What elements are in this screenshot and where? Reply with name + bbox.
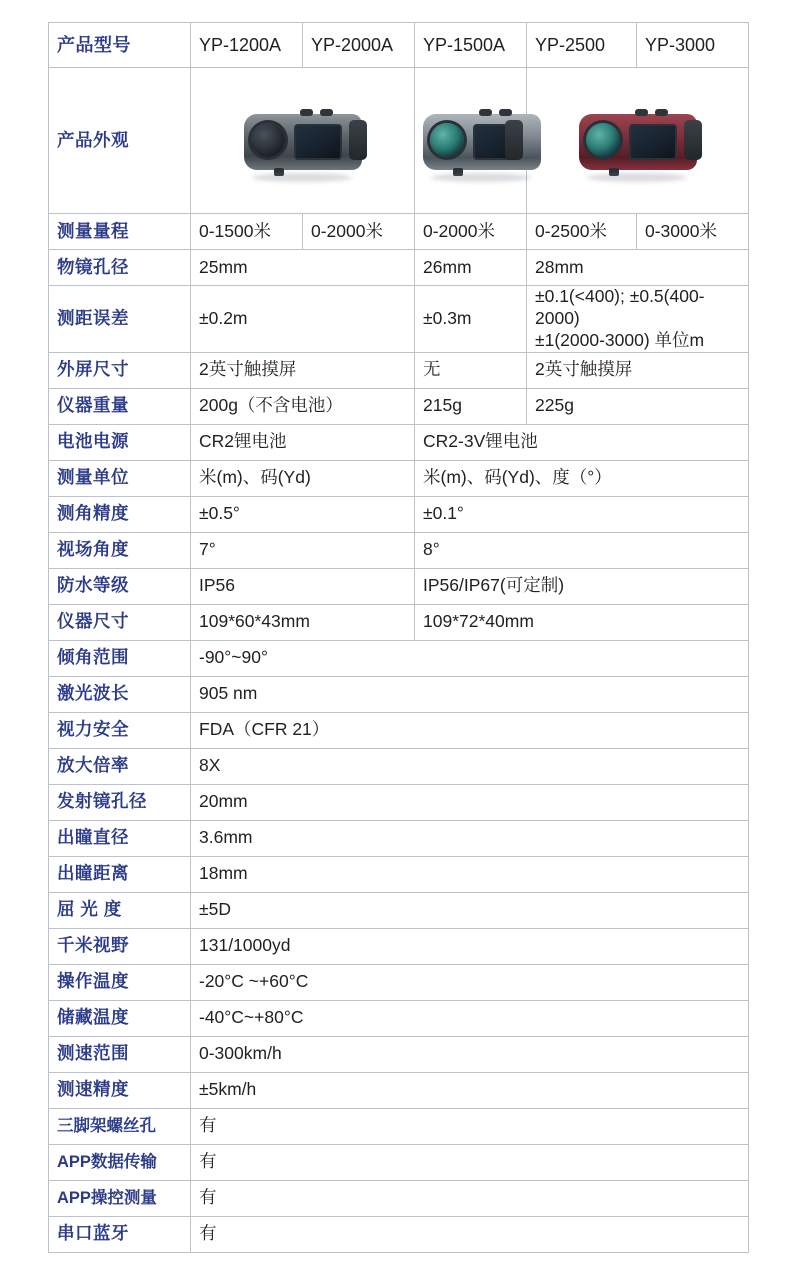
row-label: 仪器尺寸 [49,604,191,640]
spec-value: 7° [191,532,415,568]
row-label: 物镜孔径 [49,250,191,286]
spec-value: 0-300km/h [191,1036,749,1072]
row-label: 屈 光 度 [49,892,191,928]
table-row [49,568,749,604]
row-label: 测量量程 [49,214,191,250]
spec-value: 无 [415,352,527,388]
row-label: 视场角度 [49,532,191,568]
spec-value: ±0.3m [415,286,527,353]
spec-value: 8° [415,532,749,568]
table-row [49,748,749,784]
product-photo-cell [527,68,749,214]
row-label: 产品型号 [49,23,191,68]
product-spec-table [48,22,749,1253]
spec-value: 215g [415,388,527,424]
table-row [49,964,749,1000]
spec-value: 0-2500米 [527,214,637,250]
table-row [49,352,749,388]
row-label: 出瞳距离 [49,856,191,892]
table-row [49,424,749,460]
spec-value: 18mm [191,856,749,892]
spec-value: 0-2000米 [303,214,415,250]
spec-value: CR2锂电池 [191,424,415,460]
table-row [49,250,749,286]
table-row [49,892,749,928]
row-label: 电池电源 [49,424,191,460]
row-label: 储藏温度 [49,1000,191,1036]
table-row [49,286,749,353]
spec-value: 8X [191,748,749,784]
spec-value: 225g [527,388,749,424]
table-row [49,460,749,496]
table-row [49,640,749,676]
spec-value: 905 nm [191,676,749,712]
table-row [49,1216,749,1252]
table-row [49,820,749,856]
spec-value: -20°C ~+60°C [191,964,749,1000]
spec-value: -90°~90° [191,640,749,676]
table-row [49,1108,749,1144]
row-label: APP操控测量 [49,1180,191,1216]
table-row [49,1072,749,1108]
row-label: 产品外观 [49,68,191,214]
spec-value: YP-2500 [527,23,637,68]
spec-value: 0-2000米 [415,214,527,250]
spec-value: 109*60*43mm [191,604,415,640]
spec-value: 20mm [191,784,749,820]
table-row [49,856,749,892]
rangefinder-device-icon [244,108,362,174]
spec-value: ±0.5° [191,496,415,532]
spec-value: 109*72*40mm [415,604,749,640]
spec-value: ±5D [191,892,749,928]
table-row [49,712,749,748]
row-label: 测角精度 [49,496,191,532]
table-row [49,604,749,640]
spec-value: 25mm [191,250,415,286]
table-row [49,68,749,214]
table-row [49,496,749,532]
table-row [49,1036,749,1072]
spec-value: ±5km/h [191,1072,749,1108]
spec-value: 有 [191,1108,749,1144]
row-label: 发射镜孔径 [49,784,191,820]
row-label: 外屏尺寸 [49,352,191,388]
spec-value: 有 [191,1144,749,1180]
row-label: 操作温度 [49,964,191,1000]
spec-value: 26mm [415,250,527,286]
table-row [49,1000,749,1036]
row-label: 倾角范围 [49,640,191,676]
spec-value: 200g（不含电池） [191,388,415,424]
product-photo-cell [415,68,527,214]
spec-value: 有 [191,1216,749,1252]
spec-value: 0-3000米 [637,214,749,250]
row-label: 防水等级 [49,568,191,604]
row-label: 出瞳直径 [49,820,191,856]
spec-value: 米(m)、码(Yd)、度（°） [415,460,749,496]
row-label: APP数据传输 [49,1144,191,1180]
row-label: 串口蓝牙 [49,1216,191,1252]
table-row [49,676,749,712]
row-label: 视力安全 [49,712,191,748]
row-label: 测速范围 [49,1036,191,1072]
product-photo [535,75,740,207]
spec-value: YP-2000A [303,23,415,68]
row-label: 千米视野 [49,928,191,964]
spec-value: 131/1000yd [191,928,749,964]
spec-value: 米(m)、码(Yd) [191,460,415,496]
rangefinder-device-icon [423,108,518,174]
table-row [49,388,749,424]
table-row [49,23,749,68]
spec-value: ±0.1(<400); ±0.5(400-2000) ±1(2000-3000) 单位m [527,286,749,353]
spec-value: 2英寸触摸屏 [191,352,415,388]
row-label: 仪器重量 [49,388,191,424]
spec-value: 3.6mm [191,820,749,856]
spec-value: CR2-3V锂电池 [415,424,749,460]
spec-value: 28mm [527,250,749,286]
spec-value: ±0.2m [191,286,415,353]
product-photo-cell [191,68,415,214]
spec-value: YP-3000 [637,23,749,68]
row-label: 测量单位 [49,460,191,496]
row-label: 测距误差 [49,286,191,353]
spec-value: 有 [191,1180,749,1216]
product-photo [423,75,518,207]
table-row [49,214,749,250]
table-row [49,532,749,568]
row-label: 激光波长 [49,676,191,712]
table-row [49,784,749,820]
spec-value: 0-1500米 [191,214,303,250]
spec-value: FDA（CFR 21） [191,712,749,748]
spec-value: YP-1500A [415,23,527,68]
spec-value: -40°C~+80°C [191,1000,749,1036]
table-row [49,1180,749,1216]
spec-value: IP56 [191,568,415,604]
table-row [49,1144,749,1180]
spec-value: IP56/IP67(可定制) [415,568,749,604]
rangefinder-device-icon [579,108,697,174]
row-label: 测速精度 [49,1072,191,1108]
row-label: 放大倍率 [49,748,191,784]
product-photo [199,75,406,207]
spec-value: YP-1200A [191,23,303,68]
spec-value: 2英寸触摸屏 [527,352,749,388]
table-row [49,928,749,964]
spec-value: ±0.1° [415,496,749,532]
row-label: 三脚架螺丝孔 [49,1108,191,1144]
